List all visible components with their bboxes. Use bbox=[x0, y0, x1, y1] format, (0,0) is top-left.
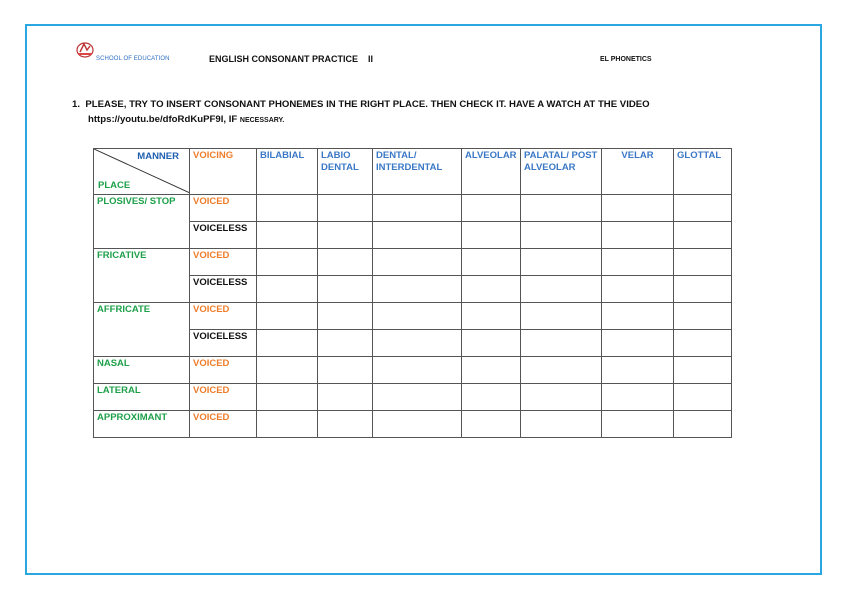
answer-cell[interactable] bbox=[521, 357, 602, 384]
answer-cell[interactable] bbox=[318, 303, 373, 330]
answer-cell[interactable] bbox=[602, 249, 674, 276]
answer-cell[interactable] bbox=[521, 249, 602, 276]
answer-cell[interactable] bbox=[674, 276, 732, 303]
place-header: LABIO DENTAL bbox=[318, 149, 373, 195]
table-header-row bbox=[94, 149, 732, 195]
voicing-cell: VOICELESS bbox=[190, 330, 257, 357]
voicing-cell: VOICED bbox=[190, 195, 257, 222]
answer-cell[interactable] bbox=[462, 195, 521, 222]
answer-cell[interactable] bbox=[602, 357, 674, 384]
answer-cell[interactable] bbox=[521, 330, 602, 357]
instruction-line-1 bbox=[72, 97, 650, 112]
answer-cell[interactable] bbox=[521, 411, 602, 438]
answer-cell[interactable] bbox=[674, 303, 732, 330]
instructions bbox=[72, 97, 650, 128]
necessary-word: NECESSARY. bbox=[239, 117, 285, 124]
title-number: II bbox=[368, 54, 374, 64]
university-logo-icon bbox=[75, 40, 95, 58]
answer-cell[interactable] bbox=[521, 222, 602, 249]
answer-cell[interactable] bbox=[674, 222, 732, 249]
table-row bbox=[94, 357, 732, 384]
table-row bbox=[94, 330, 732, 357]
title-text: ENGLISH CONSONANT PRACTICE bbox=[209, 54, 359, 64]
voicing-cell: VOICED bbox=[190, 384, 257, 411]
answer-cell[interactable] bbox=[373, 411, 462, 438]
answer-cell[interactable] bbox=[602, 222, 674, 249]
place-header: GLOTTAL bbox=[674, 149, 732, 195]
answer-cell[interactable] bbox=[462, 222, 521, 249]
answer-cell[interactable] bbox=[257, 249, 318, 276]
voicing-cell: VOICED bbox=[190, 357, 257, 384]
answer-cell[interactable] bbox=[521, 303, 602, 330]
place-header: VELAR bbox=[602, 149, 674, 195]
table-row bbox=[94, 195, 732, 222]
answer-cell[interactable] bbox=[318, 330, 373, 357]
manner-cell: APPROXIMANT bbox=[94, 411, 190, 438]
answer-cell[interactable] bbox=[602, 330, 674, 357]
answer-cell[interactable] bbox=[318, 195, 373, 222]
answer-cell[interactable] bbox=[373, 357, 462, 384]
answer-cell[interactable] bbox=[674, 330, 732, 357]
answer-cell[interactable] bbox=[318, 411, 373, 438]
answer-cell[interactable] bbox=[257, 303, 318, 330]
school-name: SCHOOL OF EDUCATION bbox=[96, 56, 170, 62]
place-header: BILABIAL bbox=[257, 149, 318, 195]
answer-cell[interactable] bbox=[674, 195, 732, 222]
voicing-cell: VOICELESS bbox=[190, 222, 257, 249]
answer-cell[interactable] bbox=[602, 195, 674, 222]
answer-cell[interactable] bbox=[373, 222, 462, 249]
answer-cell[interactable] bbox=[462, 357, 521, 384]
video-link[interactable]: https://youtu.be/dfoRdKuPF9I, bbox=[88, 114, 227, 125]
answer-cell[interactable] bbox=[674, 384, 732, 411]
answer-cell[interactable] bbox=[602, 411, 674, 438]
answer-cell[interactable] bbox=[462, 330, 521, 357]
answer-cell[interactable] bbox=[318, 222, 373, 249]
place-header: PALATAL/ POST ALVEOLAR bbox=[521, 149, 602, 195]
answer-cell[interactable] bbox=[373, 303, 462, 330]
answer-cell[interactable] bbox=[462, 384, 521, 411]
answer-cell[interactable] bbox=[318, 276, 373, 303]
corner-manner-label: MANNER bbox=[137, 151, 179, 162]
manner-cell: PLOSIVES/ STOP bbox=[94, 195, 190, 249]
voicing-cell: VOICED bbox=[190, 249, 257, 276]
place-header: DENTAL/ INTERDENTAL bbox=[373, 149, 462, 195]
consonant-table bbox=[93, 148, 732, 438]
answer-cell[interactable] bbox=[602, 384, 674, 411]
subject-label: EL PHONETICS bbox=[600, 56, 652, 63]
voicing-cell: VOICED bbox=[190, 303, 257, 330]
answer-cell[interactable] bbox=[257, 357, 318, 384]
answer-cell[interactable] bbox=[257, 411, 318, 438]
voicing-header: VOICING bbox=[190, 149, 257, 195]
answer-cell[interactable] bbox=[602, 276, 674, 303]
table-row bbox=[94, 276, 732, 303]
answer-cell[interactable] bbox=[674, 411, 732, 438]
table-row bbox=[94, 411, 732, 438]
answer-cell[interactable] bbox=[462, 249, 521, 276]
voicing-cell: VOICED bbox=[190, 411, 257, 438]
manner-cell: FRICATIVE bbox=[94, 249, 190, 303]
answer-cell[interactable] bbox=[462, 411, 521, 438]
table-row bbox=[94, 384, 732, 411]
answer-cell[interactable] bbox=[318, 384, 373, 411]
manner-cell: NASAL bbox=[94, 357, 190, 384]
manner-cell: AFFRICATE bbox=[94, 303, 190, 357]
answer-cell[interactable] bbox=[257, 276, 318, 303]
instruction-line-2 bbox=[72, 112, 650, 128]
answer-cell[interactable] bbox=[257, 195, 318, 222]
place-header: ALVEOLAR bbox=[462, 149, 521, 195]
answer-cell[interactable] bbox=[373, 384, 462, 411]
answer-cell[interactable] bbox=[521, 195, 602, 222]
answer-cell[interactable] bbox=[373, 195, 462, 222]
answer-cell[interactable] bbox=[521, 276, 602, 303]
instruction-text: PLEASE, TRY TO INSERT CONSONANT PHONEMES IN THE RIGHT PLACE. THEN CHECK IT. HAVE A WATCH AT THE VIDEO bbox=[85, 99, 650, 110]
answer-cell[interactable] bbox=[462, 303, 521, 330]
voicing-cell: VOICELESS bbox=[190, 276, 257, 303]
answer-cell[interactable] bbox=[373, 276, 462, 303]
answer-cell[interactable] bbox=[373, 330, 462, 357]
table-row bbox=[94, 249, 732, 276]
document-title bbox=[209, 54, 373, 64]
corner-cell bbox=[94, 149, 190, 195]
answer-cell[interactable] bbox=[318, 357, 373, 384]
answer-cell[interactable] bbox=[462, 276, 521, 303]
if-word: IF bbox=[228, 114, 238, 125]
instruction-number: 1. bbox=[72, 99, 81, 110]
answer-cell[interactable] bbox=[318, 249, 373, 276]
answer-cell[interactable] bbox=[674, 357, 732, 384]
answer-cell[interactable] bbox=[257, 222, 318, 249]
table-row bbox=[94, 303, 732, 330]
answer-cell[interactable] bbox=[602, 303, 674, 330]
answer-cell[interactable] bbox=[257, 384, 318, 411]
table-row bbox=[94, 222, 732, 249]
corner-place-label: PLACE bbox=[98, 180, 131, 191]
answer-cell[interactable] bbox=[521, 384, 602, 411]
answer-cell[interactable] bbox=[674, 249, 732, 276]
manner-cell: LATERAL bbox=[94, 384, 190, 411]
answer-cell[interactable] bbox=[373, 249, 462, 276]
answer-cell[interactable] bbox=[257, 330, 318, 357]
